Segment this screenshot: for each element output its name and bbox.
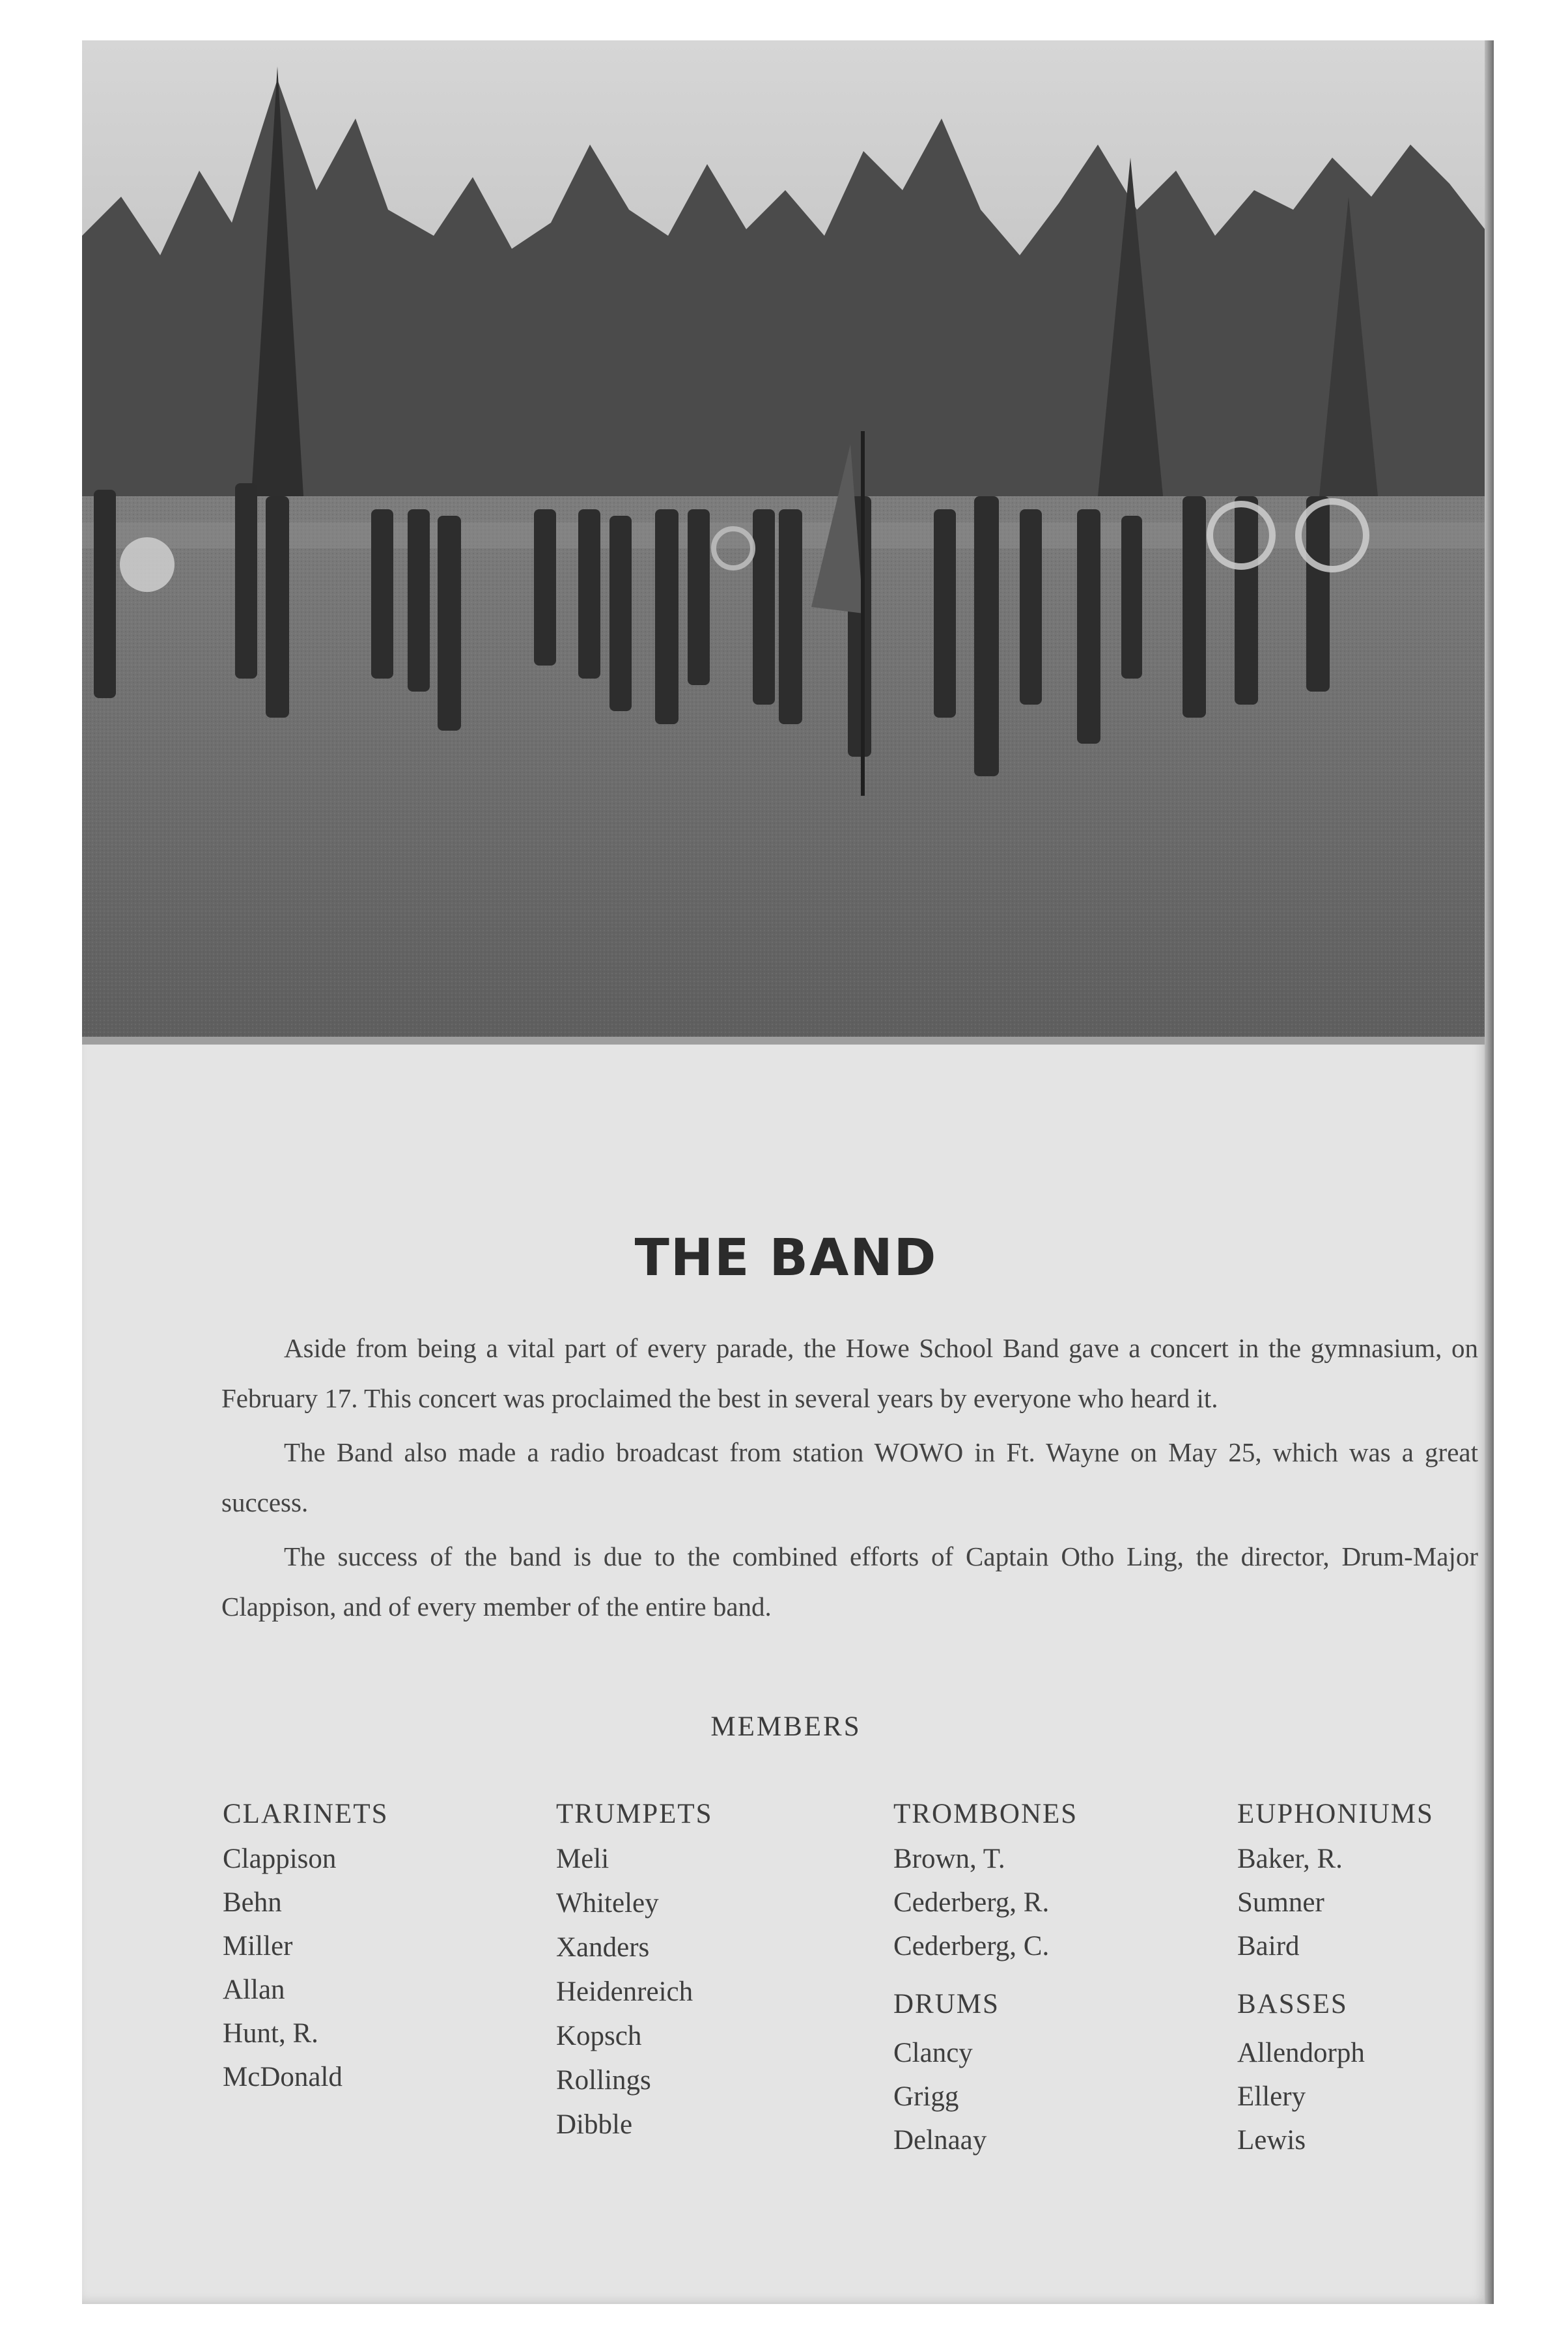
- euphoniums-basses-column: [1237, 1792, 1434, 2162]
- trombones-heading: TROMBONES: [893, 1799, 1078, 1829]
- member-name: Rollings: [556, 2065, 651, 2096]
- euphoniums-heading: EUPHONIUMS: [1237, 1799, 1434, 1829]
- member-name: Brown, T.: [893, 1844, 1005, 1874]
- paragraph-concert: Aside from being a vital part of every parade, the Howe School Band gave a concert in the gymnasium, on February 17. This concert was proclaimed the best in several years by everyone who heard it.: [221, 1333, 1478, 1413]
- trombones-drums-column: [893, 1792, 1078, 2162]
- member-name: Allendorph: [1237, 2038, 1365, 2068]
- member-name: Dibble: [556, 2109, 633, 2140]
- paragraph-broadcast: The Band also made a radio broadcast from station WOWO in Ft. Wayne on May 25, which was a great success.: [221, 1437, 1478, 1517]
- member-name: Meli: [556, 1844, 609, 1874]
- member-name: Hunt, R.: [223, 2018, 318, 2049]
- member-name: Baird: [1237, 1931, 1300, 1961]
- member-name: Heidenreich: [556, 1976, 693, 2007]
- member-name: McDonald: [223, 2062, 343, 2092]
- member-name: Sumner: [1237, 1887, 1324, 1918]
- member-name: Clancy: [893, 2038, 973, 2068]
- page-title: THE BAND: [634, 1229, 938, 1287]
- yearbook-page: [82, 40, 1490, 2304]
- clarinets-column: [223, 1792, 389, 2099]
- band-photo: [82, 40, 1490, 1045]
- member-name: Lewis: [1237, 2125, 1306, 2156]
- member-name: Cederberg, C.: [893, 1931, 1050, 1961]
- member-name: Cederberg, R.: [893, 1887, 1050, 1918]
- member-name: Grigg: [893, 2081, 959, 2112]
- drums-heading: DRUMS: [893, 1989, 1000, 2019]
- member-name: Behn: [223, 1887, 282, 1918]
- member-name: Ellery: [1237, 2081, 1306, 2112]
- member-name: Clappison: [223, 1844, 337, 1874]
- members-heading: MEMBERS: [710, 1711, 861, 1742]
- trumpets-column: [556, 1792, 713, 2147]
- member-name: Baker, R.: [1237, 1844, 1343, 1874]
- trumpets-heading: TRUMPETS: [556, 1799, 713, 1829]
- member-name: Allan: [223, 1975, 285, 2005]
- band-photo-illustration: [82, 40, 1490, 1045]
- clarinets-heading: CLARINETS: [223, 1799, 389, 1829]
- member-name: Kopsch: [556, 2021, 642, 2051]
- member-name: Whiteley: [556, 1888, 659, 1918]
- member-name: Xanders: [556, 1932, 650, 1963]
- article-body: [221, 1323, 1478, 1636]
- basses-heading: BASSES: [1237, 1989, 1348, 2019]
- paragraph-success: The success of the band is due to the combined efforts of Captain Otho Ling, the director, Drum-Major Clappison, and of every member of the entire band.: [221, 1541, 1478, 1622]
- member-name: Miller: [223, 1931, 293, 1961]
- member-name: Delnaay: [893, 2125, 987, 2156]
